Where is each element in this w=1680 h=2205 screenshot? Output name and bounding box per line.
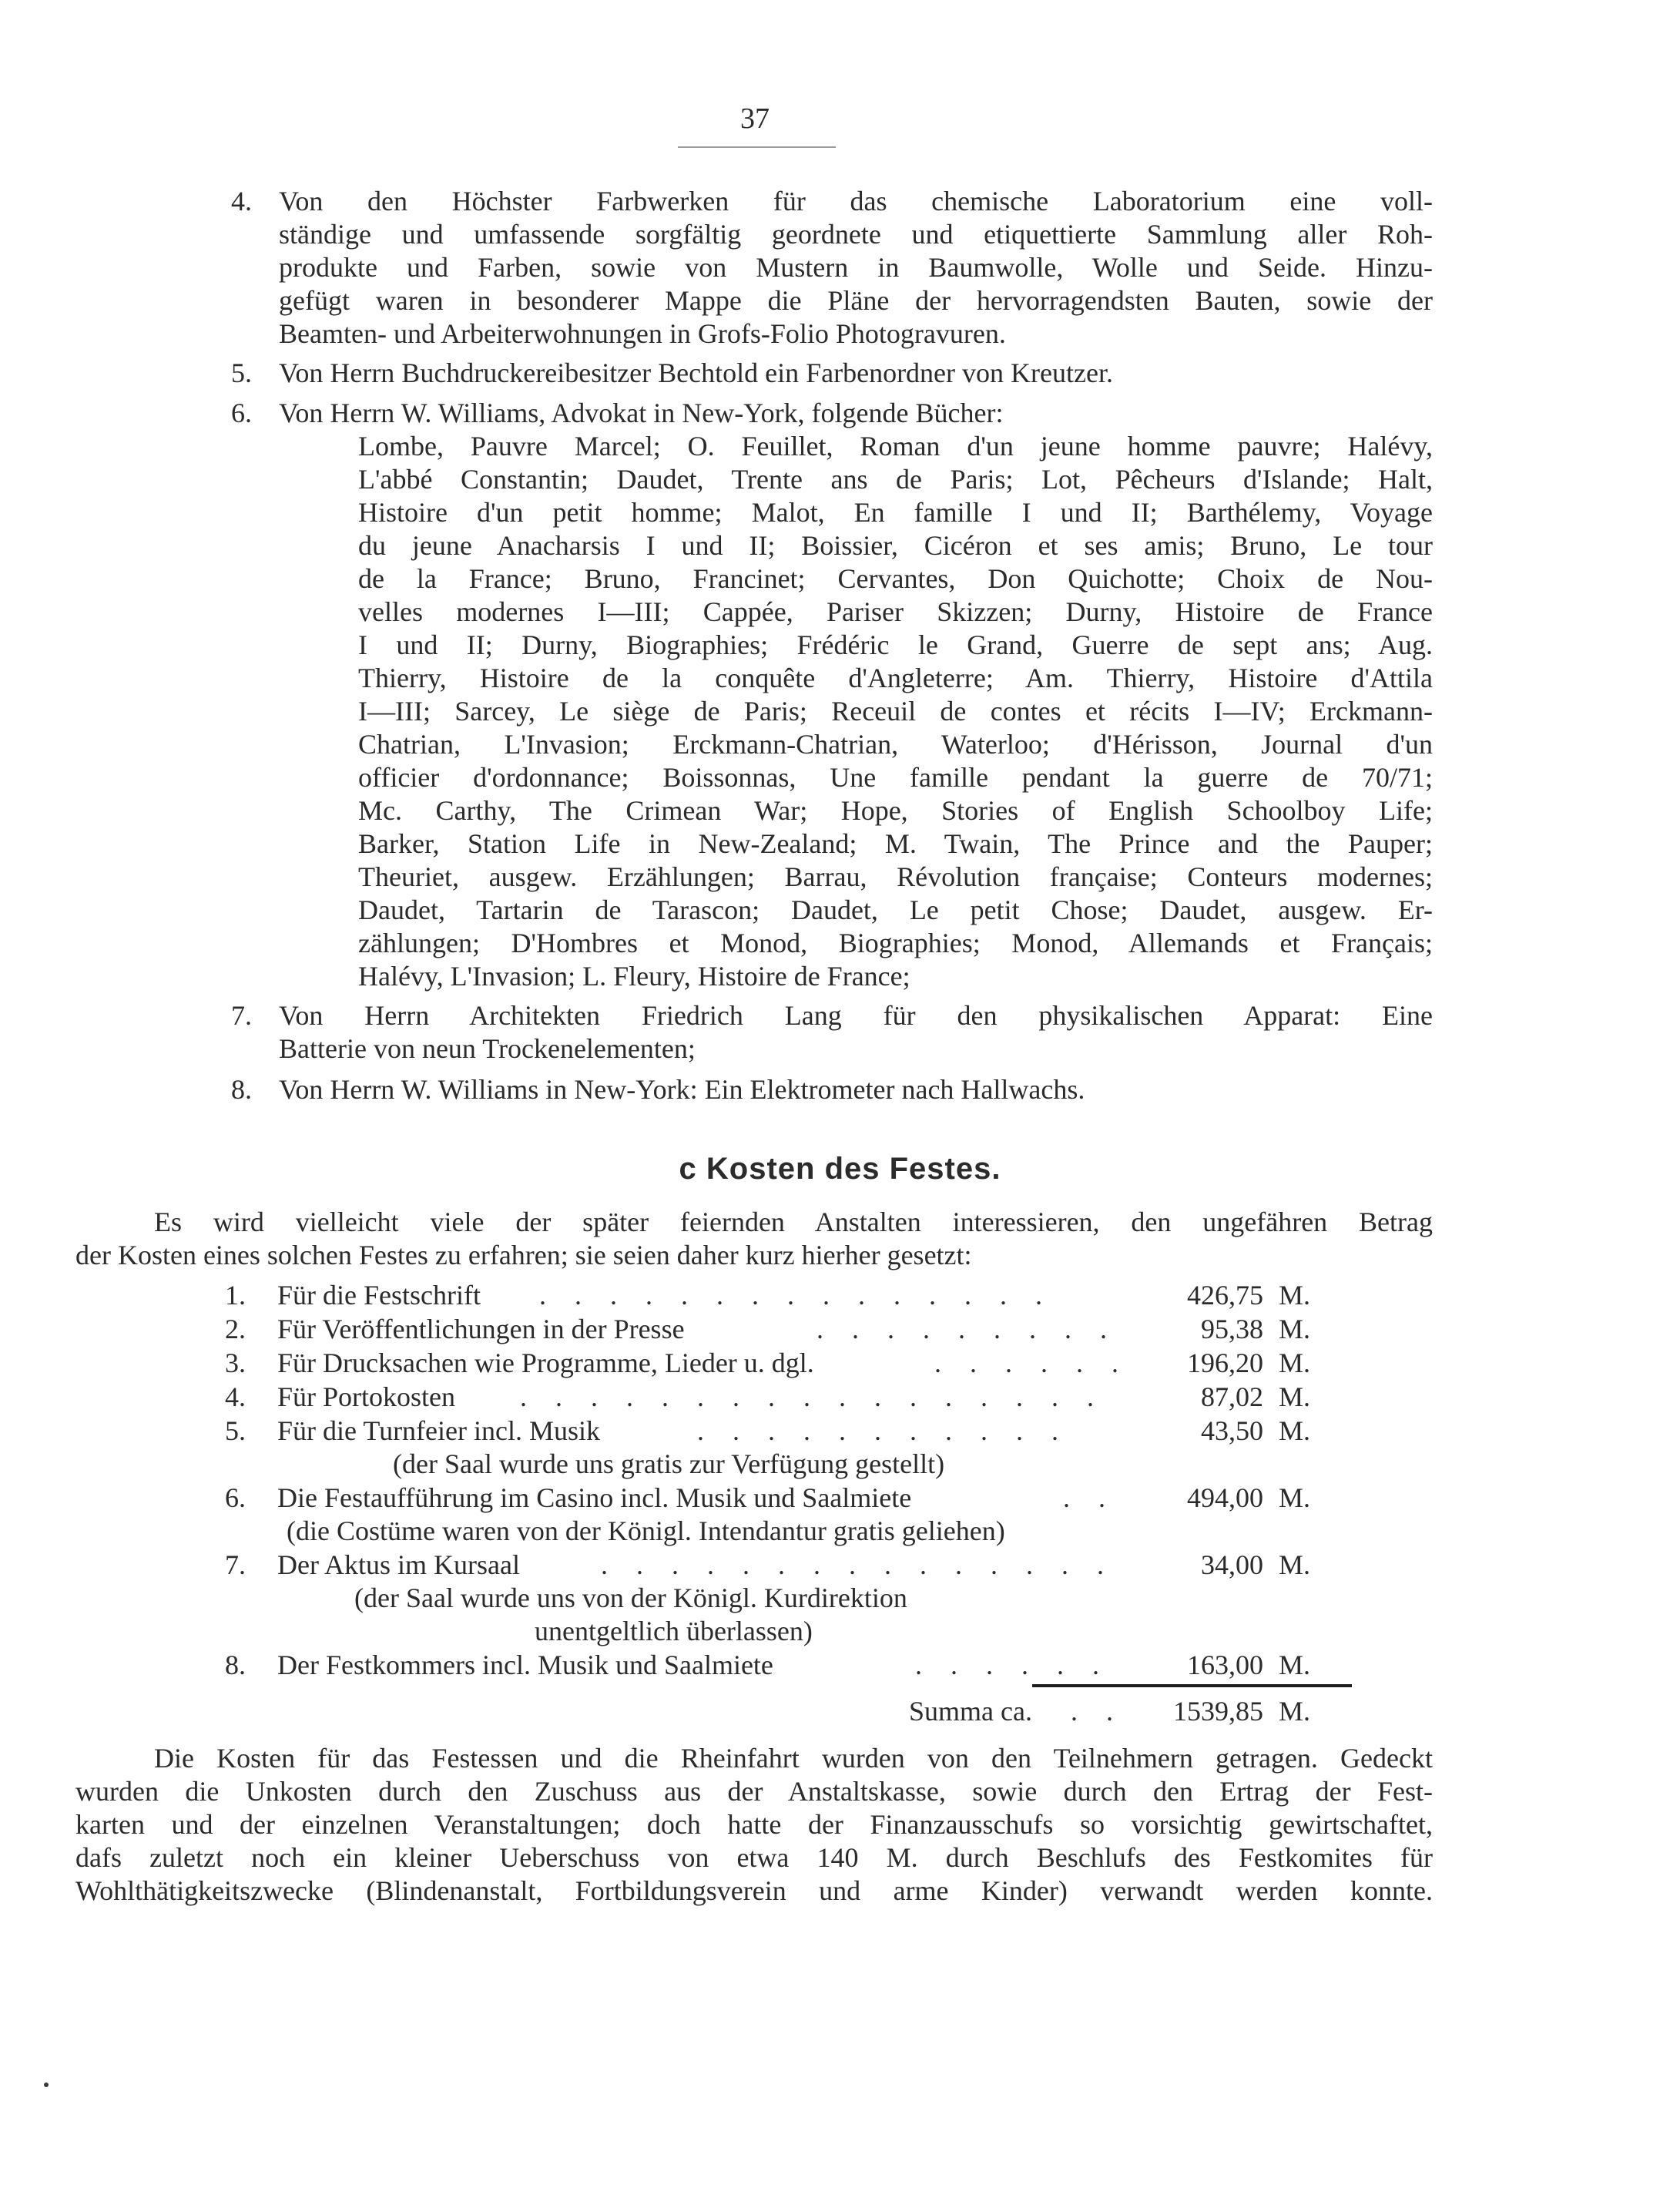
closing-paragraph	[75, 1775, 1433, 1908]
item-line: Von den Höchster Farbwerken für das chemische Laboratorium eine voll-	[279, 186, 1433, 216]
cost-currency: M.	[1279, 1314, 1311, 1344]
cost-label: Für die Festschrift	[277, 1280, 481, 1311]
book-list-line: zählungen; D'Hombres et Monod, Biographies; Monod, Allemands et Français;	[358, 928, 1433, 958]
ink-speck	[44, 2082, 49, 2087]
list-item-intro	[279, 397, 1433, 430]
cost-leader-dots: . . . . . . . . . . . . . . . . .	[520, 1381, 1105, 1412]
cost-note: (der Saal wurde uns von der Königl. Kurdirektion	[354, 1582, 907, 1613]
item-number: 8.	[231, 1074, 252, 1105]
cost-label: Der Festkommers incl. Musik und Saalmiete	[277, 1650, 773, 1680]
closing-paragraph-first	[154, 1742, 1433, 1775]
item-line: gefügt waren in besonderer Mappe die Pläne der hervorragendsten Bauten, sowie der	[279, 285, 1433, 316]
cost-amount: 43,50	[1201, 1415, 1263, 1446]
list-item-last-line	[279, 317, 1433, 351]
cost-currency: M.	[1279, 1650, 1311, 1680]
intro-paragraph-last	[75, 1239, 1431, 1272]
book-list-line: Mc. Carthy, The Crimean War; Hope, Stories of English Schoolboy Life;	[358, 795, 1433, 826]
list-item-last-line	[279, 1032, 1433, 1066]
item-number: 6.	[231, 398, 252, 428]
total-amount: 1539,85	[1173, 1696, 1263, 1727]
book-list-line: Theuriet, ausgew. Erzählungen; Barrau, Révolution française; Conteurs modernes;	[358, 861, 1433, 892]
book-list-line: du jeune Anacharsis I und II; Boissier, Cicéron et ses amis; Bruno, Le tour	[358, 530, 1433, 561]
book-list-line: Histoire d'un petit homme; Malot, En famille I und II; Barthélemy, Voyage	[358, 497, 1433, 528]
page-number-rule	[678, 146, 836, 148]
cost-label: Für die Turnfeier incl. Musik	[277, 1415, 600, 1446]
item-line: Beamten- und Arbeiterwohnungen in Grofs-Folio Photogravuren.	[279, 318, 1006, 349]
cost-leader-dots: . . . . . .	[915, 1650, 1110, 1680]
cost-leader-dots: . . . . . . . . .	[817, 1314, 1118, 1344]
book-list-line: L'abbé Constantin; Daudet, Trente ans de Paris; Lot, Pêcheurs d'Islande; Halt,	[358, 464, 1433, 495]
cost-currency: M.	[1279, 1381, 1311, 1412]
intro-line: der Kosten eines solchen Festes zu erfahren; sie seien daher kurz hierher gesetzt:	[75, 1240, 972, 1270]
book-list-line: I—III; Sarcey, Le siège de Paris; Receuil de contes et récits I—IV; Erckmann-	[358, 696, 1433, 727]
book-list-line: Thierry, Histoire de la conquête d'Angleterre; Am. Thierry, Histoire d'Attila	[358, 663, 1433, 693]
book-list-line: I und II; Durny, Biographies; Frédéric le Grand, Guerre de sept ans; Aug.	[358, 629, 1433, 660]
cost-label: Die Festaufführung im Casino incl. Musik und Saalmiete	[277, 1482, 912, 1513]
cost-number: 7.	[225, 1549, 246, 1580]
total-rule	[1032, 1684, 1352, 1687]
closing-line: wurden die Unkosten durch den Zuschuss aus der Anstaltskasse, sowie durch den Ertrag der Fest-	[75, 1776, 1433, 1807]
cost-number: 5.	[225, 1415, 246, 1446]
cost-currency: M.	[1279, 1348, 1311, 1378]
cost-number: 3.	[225, 1348, 246, 1378]
cost-number: 2.	[225, 1314, 246, 1344]
item-number: 5.	[231, 357, 252, 388]
cost-number: 8.	[225, 1650, 246, 1680]
intro-line: Es wird vielleicht viele der später feiernden Anstalten interessieren, den ungefähren Betrag	[154, 1207, 1433, 1237]
item-line: Von Herrn Buchdruckereibesitzer Bechtold ein Farbenordner von Kreutzer.	[279, 357, 1113, 388]
cost-note: (der Saal wurde uns gratis zur Verfügung gestellt)	[393, 1448, 945, 1479]
cost-amount: 494,00	[1187, 1482, 1263, 1513]
page-number: 37	[740, 102, 770, 135]
closing-line: Die Kosten für das Festessen und die Rheinfahrt wurden von den Teilnehmern getragen. Gedeckt	[154, 1743, 1433, 1774]
cost-amount: 87,02	[1201, 1381, 1263, 1412]
book-list-line: Daudet, Tartarin de Tarascon; Daudet, Le petit Chose; Daudet, ausgew. Er-	[358, 894, 1433, 925]
cost-note: unentgeltlich überlassen)	[535, 1616, 813, 1646]
intro-paragraph-first	[154, 1206, 1433, 1239]
cost-leader-dots: . . . . . .	[934, 1348, 1129, 1378]
closing-line: karten und der einzelnen Veranstaltungen; doch hatte der Finanzausschufs so vorsichtig gewirtschaftet,	[75, 1809, 1433, 1840]
section-heading: c Kosten des Festes.	[679, 1152, 1001, 1186]
cost-label: Für Veröffentlichungen in der Presse	[277, 1314, 685, 1344]
item-line: Von Herrn W. Williams in New-York: Ein Elektrometer nach Hallwachs.	[279, 1074, 1085, 1105]
total-label: Summa ca.	[909, 1696, 1032, 1727]
cost-amount: 196,20	[1187, 1348, 1263, 1378]
cost-leader-dots: . . . . . . . . . . . . . . .	[539, 1280, 1053, 1311]
cost-currency: M.	[1279, 1549, 1311, 1580]
cost-leader-dots: . . . . . . . . . . .	[697, 1415, 1069, 1446]
book-list-line: officier d'ordonnance; Boissonnas, Une famille pendant la guerre de 70/71;	[358, 762, 1433, 793]
item-line: ständige und umfassende sorgfältig geordnete und etiquettierte Sammlung aller Roh-	[279, 219, 1433, 250]
cost-label: Der Aktus im Kursaal	[277, 1549, 520, 1580]
cost-number: 1.	[225, 1280, 246, 1311]
item-line: Batterie von neun Trockenelementen;	[279, 1033, 696, 1064]
cost-label: Für Portokosten	[277, 1381, 456, 1412]
cost-amount: 163,00	[1187, 1650, 1263, 1680]
item-number: 4.	[231, 186, 252, 216]
list-item	[279, 185, 1433, 317]
cost-number: 4.	[225, 1381, 246, 1412]
total-currency: M.	[1279, 1696, 1311, 1727]
book-list-line: velles modernes I—III; Cappée, Pariser Skizzen; Durny, Histoire de France	[358, 596, 1433, 627]
book-list-line: de la France; Bruno, Francinet; Cervantes, Don Quichotte; Choix de Nou-	[358, 563, 1433, 594]
closing-line: Wohlthätigkeitszwecke (Blindenanstalt, Fortbildungsverein und arme Kinder) verwandt werden konnte.	[75, 1875, 1433, 1906]
cost-amount: 95,38	[1201, 1314, 1263, 1344]
cost-currency: M.	[1279, 1415, 1311, 1446]
book-list-line: Chatrian, L'Invasion; Erckmann-Chatrian, Waterloo; d'Hérisson, Journal d'un	[358, 729, 1433, 760]
cost-currency: M.	[1279, 1280, 1311, 1311]
cost-number: 6.	[225, 1482, 246, 1513]
book-list-line: Barker, Station Life in New-Zealand; M. Twain, The Prince and the Pauper;	[358, 828, 1433, 859]
cost-label: Für Drucksachen wie Programme, Lieder u. dgl.	[277, 1348, 814, 1378]
book-list-line: Halévy, L'Invasion; L. Fleury, Histoire de France;	[358, 961, 910, 992]
book-list-line: Lombe, Pauvre Marcel; O. Feuillet, Roman d'un jeune homme pauvre; Halévy,	[358, 431, 1433, 461]
book-list	[358, 430, 1433, 960]
closing-line: dafs zuletzt noch ein kleiner Ueberschuss von etwa 140 M. durch Beschlufs des Festkomites für	[75, 1842, 1433, 1873]
cost-amount: 34,00	[1201, 1549, 1263, 1580]
cost-amount: 426,75	[1187, 1280, 1263, 1311]
item-line: produkte und Farben, sowie von Mustern in Baumwolle, Wolle und Seide. Hinzu-	[279, 252, 1433, 283]
list-item	[279, 1073, 1433, 1106]
item-line: Von Herrn Architekten Friedrich Lang für den physikalischen Apparat: Eine	[279, 1000, 1433, 1031]
list-item	[279, 357, 1433, 390]
total-leader-dots: . .	[1071, 1696, 1124, 1727]
cost-currency: M.	[1279, 1482, 1311, 1513]
cost-leader-dots: . .	[1063, 1482, 1116, 1513]
list-item	[279, 999, 1433, 1032]
item-number: 7.	[231, 1000, 252, 1031]
item-line: Von Herrn W. Williams, Advokat in New-York, folgende Bücher:	[279, 398, 1004, 428]
book-list-last-line	[358, 960, 1433, 993]
cost-leader-dots: . . . . . . . . . . . . . . .	[601, 1549, 1115, 1580]
cost-note: (die Costüme waren von der Königl. Intendantur gratis geliehen)	[287, 1515, 1005, 1546]
